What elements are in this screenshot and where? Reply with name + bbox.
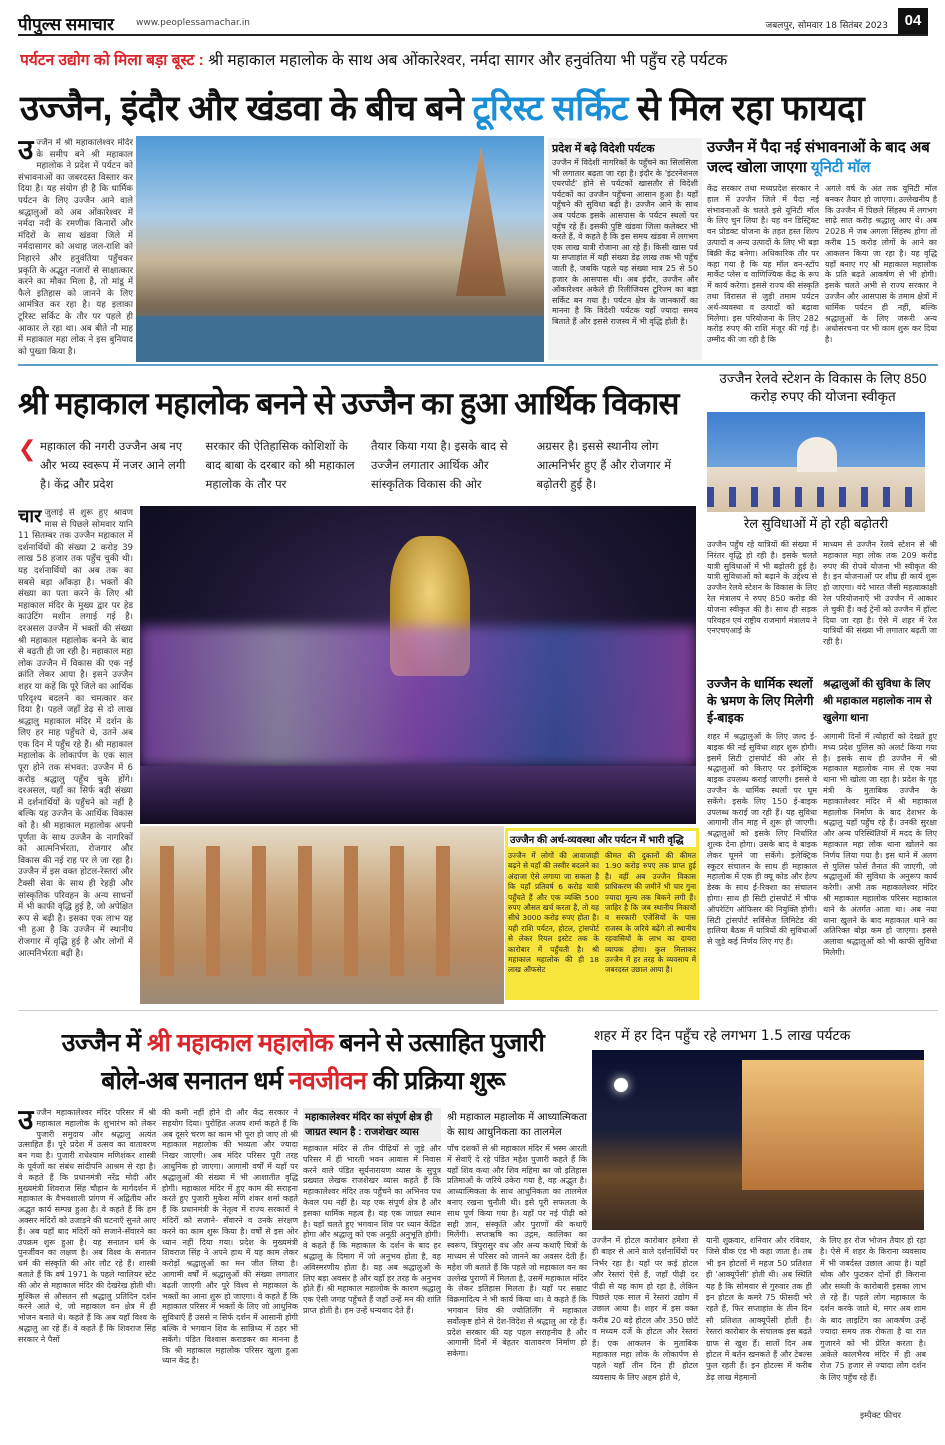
railway-col2: माध्यम से उज्जैन रेलवे स्टेशन से श्री महाकाल महा लोक तक 209 करोड़ रुपए की रोपवे योजना भी स्वीकृत की है। इन योजनाओं पर शीघ्र ही कार्य शुरू हो जाएगा। वंदे भारत जैसी महत्वाकांक्षी रेल परियोजनाएँ भी उज्जैन में आकार ले चुकी हैं। कई ट्रेनों को उज्जैन में हॉल्ट दिया जा रहा है। ऐसे में शहर में रेल यात्रियों की संख्या भी लगातार बढ़ती जा रही है।: [823, 540, 937, 647]
illuminated-building: [742, 1060, 924, 1190]
drop-cap: उ: [18, 1108, 34, 1136]
priests-col1-text: ज्जैन महाकालेश्वर मंदिर परिसर में श्री महाकाल महालोक के शुभारंभ को लेकर पुजारी समुदाय और श्रद्धालु अत्यंत उत्साहित हैं। पूरे प्रदेश में उत्सव का वातावरण बन गया है। पुजारी राधेश्याम मणिशंकर शास्त्री के पूर्वजों का संबंध सांदीपनि आश्रम से रहा है। वे कहते हैं कि प्रधानमंत्री नरेंद्र मोदी और मुख्यमंत्री शिवराज सिंह चौहान के मार्गदर्शन में महाकाल के वैभवशाली प्रांगण में अद्वितीय और अद्भुत कार्य सम्पन्न हुआ है। वे कहते हैं कि हम अक्सर मंदिरों को उजाड़ने की घटनाएँ सुनते आए हैं। अब यहाँ बाद मंदिरों को सजाने-सँवारने का उपक्रम शुरू हुआ है। यह सनातन धर्म के पुनर्जीवन का लक्षण है। अब विश्व के सनातन धर्म की संस्कृति की ओर लौट रहे हैं। शास्त्री बताते हैं कि वर्ष 1971 के पहले ग्वालियर स्टेट की ओर से महाकाल मंदिर की देखरेख होती थी। मुश्किल से औसतन सौ श्रद्धालु प्रतिदिन दर्शन करने आते थे, जो महाकाल वन क्षेत्र में ही भोजन बनाते थे। कहते हैं कि अब यहाँ विश्व के श्रद्धालु आ रहे हैं। वे कहते हैं कि शिवराज सिंह सरकार ने पैसों: [18, 1108, 156, 1344]
temple-shikhara: [456, 146, 506, 296]
economy-box-title: उज्जैन की अर्थ-व्यवस्था और पर्यटन में भारी वृद्धि: [508, 831, 696, 847]
drop-cap: उ: [18, 138, 34, 166]
unity-mall-col2: अगले वर्ष के अंत तक यूनिटी मॉल बनकर तैयार हो जाएगा। उल्लेखनीय है कि उज्जैन में पिछले सिंहस्थ में लगभग साढ़े सात करोड़ श्रद्धालु आए थे। अब 2028 में जब अगला सिंहस्थ होगा तो करीब 15 करोड़ लोगों के आने का आकलन किया जा रहा है। यह वृद्धि यहाँ बनाए गए श्री महाकाल महालोक के प्रति बढ़ते आकर्षण से भी होगी। इसके चलते अभी से राज्य सरकार ने उज्जैन और आसपास के तमाम क्षेत्रों में धार्मिक पर्यटन ही नहीं, बल्कि श्रद्धालुओं के लिए जरूरी अन्य अधोसंरचना पर भी काम शुरू कर दिया है।: [825, 184, 937, 345]
box-title: प्रदेश में बढ़े विदेशी पर्यटक: [552, 143, 655, 155]
ebike-body: शहर में श्रद्धालुओं के लिए जल्द ई-बाइक की नई सुविधा शहर शुरू होगी। इसमें सिटी ट्रांसपोर्ट की ओर से श्रद्धालुओं को किराए पर इलेक्ट्रिक बाइक उपलब्ध कराई जाएगी। इससे वे उज्जैन के धार्मिक स्थलों पर घूम सकेंगे। इसके लिए 150 ई-बाइक उपलब्ध कराई जा रही हैं। यह सुविधा आगामी तीन माह में शुरू हो जाएगी। श्रद्धालुओं को इसके लिए निर्धारित शुल्क देना होगा। उसके बाद वे बाइक लेकर घूमने जा सकेंगे। इलेक्ट्रिक स्कूटर संचालन के साथ ही महाकाल महालोक में एक ही क्यू कोड और हेल्प डेस्क के साथ ई-रिक्शा का संचालन होगा। साथ ही सिटी ट्रांसपोर्ट में चीफ ऑपरेटिंग ऑफिसर की नियुक्ति होगी। सिटी ट्रांसपोर्ट सर्विसेज लिमिटेड की हालिया बैठक में यात्रियों की सुविधाओं से जुड़े कई निर्णय लिए गए हैं।: [707, 732, 817, 947]
divider: [18, 364, 938, 366]
masthead: [18, 8, 928, 36]
fountain-lights: [140, 626, 696, 766]
hotels-kicker: शहर में हर दिन पहुँच रहे लगभग 1.5 लाख पर्यटक: [594, 1028, 851, 1044]
hl-red: श्री महाकाल महालोक: [146, 1029, 333, 1057]
hl-red: नवजीवन: [288, 1067, 367, 1095]
intro-col: तैयार किया गया है। इसके बाद से उज्जैन लगातार आर्थिक और सांस्कृतिक विकास की ओर: [371, 439, 508, 491]
drop-cap: चार: [18, 508, 42, 527]
hl-part: की प्रक्रिया शुरू: [372, 1067, 505, 1095]
headline-pre: उज्जैन, इंदौर और खंडवा के बीच बने: [20, 89, 464, 128]
kicker-red: पर्यटन उद्योग को मिला बड़ा बूस्ट :: [20, 52, 204, 69]
station-dome: [797, 437, 837, 472]
newspaper-logo: पीपुल्स समाचार: [18, 15, 115, 34]
headline-post: से मिल रहा फायदा: [637, 89, 865, 128]
railway-col1: उज्जैन पहुँच रहे यात्रियों की संख्या में निरंतर वृद्धि हो रही है। इसके चलते यात्री सुविधाओं में भी बढ़ोतरी हुई है। यात्री सुविधाओं को बढ़ाने के उद्देश्य से उज्जैन रेलवे स्टेशन के विकास के लिए रेल मंत्रालय ने रुपए 850 करोड़ की योजना स्वीकृत की है। साथ ही सड़क परिवहन एवं राष्ट्रीय राजमार्ग मंत्रालय ने एनएचएआई के: [707, 540, 817, 636]
priests-col2: की कमी नहीं होने दी और केंद्र सरकार ने सहयोग दिया। पुरोहित अजय शर्मा कहते हैं कि अब दूसरे चरण का काम भी पूरा हो जाए तो श्री महाकाल महालोक की भव्यता और ज्यादा निखर जाएगी। अब मंदिर परिसर पूरी तरह आधुनिक हो जाएगा। आगामी वर्षों में यहाँ पर श्रद्धालुओं की संख्या में भी आशातीत वृद्धि होगी। महाकाल मंदिर में हुए काम की सराहना करते हुए पुजारी मुकेश मणि शंकर शर्मा कहते हैं कि प्रधानमंत्री के नेतृत्व में राज्य सरकारों ने मंदिरों को सजाने- सँवारने व उनके संरक्षण करने का काम शुरू किया है। वर्षों से इस ओर ध्यान नहीं दिया गया। प्रदेश के मुख्यमंत्री शिवराज सिंह ने अपने हाथ में यह काम लेकर करोड़ों श्रद्धालुओं का मन जीत लिया है। आगामी वर्षों में श्रद्धालुओं की संख्या लगातार बढ़ती जाएगी और पूरे विश्व से महाकाल के भक्तों का आना शुरू हो जाएगा। वे कहते हैं कि महाकाल परिसर में भक्तों के लिए जो आधुनिक सुविधाएँ हैं उससे न सिर्फ दर्शन में आसानी होगी बल्कि वे भगवान शिव के सान्निध्य में ठहर भी सकेंगे। पंडित विश्वास कराडकर का मानना है कि श्री महाकाल महालोक परिसर खुला हुआ ध्यान केंद्र है।: [162, 1108, 298, 1366]
vyas-body: महाकाल मंदिर से तीन पीढ़ियों से जुड़े और परिसर में ही भारती भवन आवास में निवास करने वाले पंडित सूर्यनारायण व्यास के सुपुत्र प्रख्यात लेखक राजशेखर व्यास कहते हैं कि महाकालेश्वर मंदिर तक पहुँचने का अभिनव पथ केवल पथ नहीं है। यह एक संपूर्ण क्षेत्र है और इसका धार्मिक महत्व है। यह एक जाग्रत स्थान है। यहाँ चलते हुए भगवान शिव पर ध्यान केंद्रित होगा और श्रद्धालु को एक अनूठी अनुभूति होगी। वे कहते हैं कि महाकाल के दर्शन के बाद हर श्रद्धालु के दिमाग में जो अनुभव होता है, वह अविस्मरणीय होता है। यह अब श्रद्धालुओं के लिए बड़ा अवसर है और यहाँ हर तरह के अनुभव होते हैं। श्री महाकाल महालोक के कारण श्रद्धालु एक ऐसी जगह पहुँचते हैं जहाँ उन्हें मन की शांति प्राप्त होती है। हम उन्हें धन्यवाद देते हैं।: [303, 1144, 441, 1315]
ebike-headline: उज्जैन के धार्मिक स्थलों के भ्रमण के लिए मिलेगी ई-बाइक: [707, 677, 814, 725]
priests-col1: [18, 1108, 156, 1403]
hl-part: बनने से उत्साहित पुजारी: [339, 1029, 545, 1057]
kicker: [20, 48, 930, 70]
story1-text: [18, 138, 133, 360]
intro-col: सरकार की ऐतिहासिक कोशिशों के बाद बाबा के दरबार को श्री महाकाल महालोक के तौर पर: [205, 439, 355, 491]
unity-mall-headline: [707, 138, 939, 178]
economy-box: [505, 828, 699, 1000]
water: [140, 766, 696, 824]
mahalok-corridor-photo: [140, 826, 504, 1004]
quote-mark-icon: ❮: [18, 437, 37, 462]
economy-col2: कीमत की दुकानों की कीमत 1.90 करोड़ रुपए तक प्राप्त हुई है। वहीं अब उज्जैन विकास प्राधिकरण की जमीनें भी चार गुना ज्यादा मूल्य तक बिकने लगी हैं। जाहिर है कि जब स्थानीय निकायों व सरकारी एजेंसियों के पास राजस्व के जरिये बढ़ेंगे तो स्थानीय रहवासियों के लाभ का दायरा व्यापक होगा। कुल मिलाकर उज्जैन में हर तरह के व्यवसाय में जबरदस्त उछाल आया है।: [605, 851, 696, 975]
vyas-box: [303, 1108, 441, 1403]
unity-mall-col1: केंद्र सरकार तथा मध्यप्रदेश सरकार ने हाल में उज्जैन जिले में पैदा नई संभावनाओं के चलते इसे यूनिटी मॉल के लिए चुन लिया है। यह वन डिस्ट्रिक्ट वन प्रोडक्ट योजना के तहत हस्त शिल्प उत्पादों व अन्य उत्पादों के लिए भी बड़ा बिक्री केंद्र बनेगा। अधिकारिक तौर पर कहा गया है कि यह मॉल वन-स्टॉप मार्केट प्लेस व वाणिज्यिक केंद्र के रूप में कार्य करेगा। इससे राज्य की संस्कृति तथा विरासत से जुड़ी तमाम पर्यटन अर्थ-व्यवस्था व उत्पादों को बढ़ावा मिलेगा। इस परियोजना के लिए 282 करोड़ रुपए की राशि मंजूर की गई है। उम्मीद की जा रही है कि: [707, 184, 819, 345]
modern-body: पाँच दशकों से श्री महाकाल मंदिर में भस्म आरती में सेवाएँ दे रहे पंडित महेश पुजारी कहते हैं कि यहाँ शिव कथा और शिव महिमा का जो इतिहास प्रतिमाओं के जरिये उकेरा गया है, वह अद्भुत है। आध्यात्मिकता के साथ आधुनिकता का तालमेल बनाए रखना चुनौती थी। इसे पूरी सफलता के साथ पूर्ण किया गया है। यहाँ पर नई पीढ़ी को सही ज्ञान, संस्कृति और पुराणों की कथाएँ मिलेंगी। सप्तऋषि का उद्गम, कालिका का स्वरूप, त्रिपुरासुर वध और अन्य कथाएँ चित्रों के माध्यम से परिसर को जानने का अवसर देती हैं। महेश जी बताते हैं कि पहले जो महाकाल वन का उल्लेख पुराणों में मिलता है, उसमें महाकाल मंदिर के लेकर इतिहास मिलता है। यहाँ पर सम्राट विक्रमादित्य ने भी कार्य किया था। वे कहते हैं कि भगवान शिव की ज्योतिर्लिंग में महाकाल सर्वोत्कृष्ट होने से देश-विदेश से श्रद्धालु आ रहे हैं। प्रदेश सरकार की यह पहल सराहनीय है और आगामी दिनों में बेहतर वातावरण निर्माण हो सकेगा।: [447, 1144, 587, 1359]
shiva-statue-fountain-photo: [140, 506, 696, 824]
unity-title-hl: यूनिटी मॉल: [810, 159, 871, 176]
railway-subhead: रेल सुविधाओं में हो रही बढ़ोतरी: [743, 516, 889, 531]
website-url: www.peoplessamachar.in: [136, 18, 250, 28]
station-banners: [707, 487, 925, 507]
intro-col: अग्रसर है। इससे स्थानीय लोग आत्मनिर्भर हुए हैं और रोजगार में बढ़ोतरी हुई है।: [536, 439, 672, 491]
hotels-col3: के लिए हर रोज भोजन तैयार हो रहा है। ऐसे में शहर के किराना व्यवसाय में भी जबर्दस्त उछाल आया है। यहाँ थोक और फुटकर दोनों ही किराना और सब्जी के कारोबारी इसका लाभ ले रहे हैं। पहले लोग महाकाल के दर्शन करके जाते थे, मगर अब शाम के बाद लाइटिंग का आकर्षण उन्हें ज्यादा समय तक रोकता है या रात गुजारने को भी प्रेरित करता है। अकेले कालभैरव मंदिर में ही अब रोज 75 हजार से ज्यादा लोग दर्शन के लिए पहुँच रहे हैं।: [820, 1236, 926, 1382]
impact-feature-label: इम्पैक्ट फीचर: [860, 1411, 901, 1421]
railway-station-photo: [707, 412, 925, 512]
hotels-col2: यानी शुक्रवार, शनिवार और रविवार, जिसे वीक एंड भी कहा जाता है। तब भी इन होटलों में महज 50 प्रतिशत ही 'आक्यूपेंसी' होती थी। अब स्थिति यह है कि सोमवार से गुरुवार तक ही इन होटल के कमरे 75 फीसदी भरे रहते हैं, फिर सप्ताहांत के तीन दिन सौ प्रतिशत आक्यूपेंसी होती है। रेस्तरां कारोबार के संचालक इस बढ़ते ग्राफ से खुश हैं। सातों दिन अब होटल में बर्तन खनकते हैं और टेबल्स फुल रहती हैं। इन होटल्स में करीब डेढ़ लाख मेहमानों: [706, 1236, 812, 1382]
railway-headline: उज्जैन रेलवे स्टेशन के विकास के लिए 850 करोड़ रुपए की योजना स्वीकृत: [719, 371, 927, 404]
hl-part: उज्जैन में: [61, 1029, 141, 1057]
headline-highlight: टूरिस्ट सर्किट: [472, 89, 628, 128]
main-headline: [20, 84, 935, 131]
dateline: जबलपुर, सोमवार 18 सितंबर 2023: [765, 21, 888, 31]
hotels-col1: उज्जैन में होटल कारोबार हमेशा से ही बाहर से आने वाले दर्शनार्थियों पर निर्भर रहा है। यहाँ पर कई होटल और रेस्तरां ऐसे हैं, जहाँ पीढ़ी दर पीढ़ी से यह काम हो रहा है, लेकिन पिछले एक साल में रेस्तरां उद्योग में उछाल आया है। शहर में इस वक्त करीब 20 बड़े होटल और 350 छोटे व मध्यम दर्जे के होटल और रेस्तरां हैं। एक आकलन के मुताबिक महाकाल महा लोक के लोकार्पण से पहले यहाँ तीन दिन ही होटल व्यवसाय के लिए अहम होते थे,: [592, 1236, 698, 1382]
vyas-title: महाकालेश्वर मंदिर का संपूर्ण क्षेत्र ही जाग्रत स्थान है : राजशेखर व्यास: [303, 1108, 441, 1142]
section2-body-text: जुलाई से शुरू हुए श्रावण मास से पिछले सोमवार यानि 11 सितम्बर तक उज्जैन महाकाल में दर्शनार्थियों की संख्या 2 करोड़ 39 लाख 58 हजार तक पहुँच चुकी थी। यह दर्शनार्थियों का अब तक का सबसे बड़ा आँकड़ा है। भक्तों की संख्या का पता करने के लिए श्री महाकाल मंदिर के मुख्य द्वार पर हेड काउंटिंग मशीन लगाई गई है। दरअसल उज्जैन में भक्तों की संख्या श्री महाकाल महालोक बनने के बाद से बढ़ती ही जा रही है। महाकाल महा लोक उज्जैन में विकास की एक नई क्रांति लेकर आया है। इसने उज्जैन शहर या कहें कि पूरे जिले का आर्थिक परिदृश्य बदलने का चमत्कार कर दिया है। पहले जहाँ डेढ़ से दो लाख श्रद्धालु महाकाल मंदिर में दर्शन के लिए हर माह पहुँचते थे, उतने अब एक दिन में पहुँच रहे हैं। श्री महाकाल महालोक के लोकार्पण के एक साल पूरा होने तक संभवत: उज्जैन में 6 करोड़ श्रद्धालु पहुँच चुके होंगे। दरअसल, यहाँ का सिर्फ बढ़ी संख्या में दर्शनार्थियों के पहुँचने को नहीं है बल्कि यह उज्जैन के आर्थिक विकास को है। श्री महाकाल महालोक अपनी पूर्णता के साथ उज्जैन के नागरिकों को आत्मनिर्भरता, रोजगार और विकास की नई राह पर ले जा रहा है। उज्जैन में इस वक्त होटल-रेस्तरां और टैक्सी सेवा के साथ ही रेहड़ी और सांस्कृतिक परिवहन के अन्य साधनों में भी काफी वृद्धि हुई है, जो अपेक्षित रूप से बढ़ी है। इसका एक लाभ यह भी हुआ है कि उज्जैन में स्थानीय रोजगार में वृद्धि हुई है और लोगों में आत्मनिर्भरता बढ़ी है।: [18, 508, 133, 959]
pillars: [160, 846, 480, 976]
bottom-headline: [18, 1024, 588, 1100]
intro-band: [40, 437, 690, 494]
box-body: उज्जैन में विदेशी नागरिकों के पहुँचने का सिलसिला भी लगातार बढ़ता जा रहा है। इंदौर के 'इंटरनेशनल एयरपोर्ट' होने से पर्यटकों खासतौर से विदेशी पर्यटकों का उज्जैन पहुँचना आसान हुआ है। यहाँ पहुँचने की सुविधा बढ़ी है। उज्जैन आने के साथ अब पर्यटक इसके आसपास के पर्यटन स्थलों पर पहुँच रहे हैं। इसकी पुष्टि खंडवा जिला कलेक्टर भी करते हैं, वे कहते है कि इस समय खंडवा में लगभग एक लाख यात्री रोजाना आ रहे हैं। किसी खास पर्व या सप्ताहांत में यही संख्या डेढ़ लाख तक भी पहुँच जाती है, जबकि पहले यह संख्या मात्र 25 से 50 हजार के आसपास थी। अब इंदौर, उज्जैन और ओंकारेश्वर अकेले ही रिलीजियस टूरिज्म का बड़ा सर्किट बन गया है। पर्यटन क्षेत्र के जानकारों का मानना है कि विदेशी पर्यटक यहाँ ज्यादा समय बिताते हैं और इससे राजस्व में भी वृद्धि होती है।: [552, 158, 698, 326]
story1-body: ज्जैन में श्री महाकालेश्वर मंदिर के समीप बने श्री महाकाल महालोक ने प्रदेश में पर्यटन को संभावनाओं का जबरदस्त विस्तार कर दिया है। यह संयोग ही है कि धार्मिक पर्यटन के लिए उज्जैन आने वाले श्रद्धालुओं को अब ओंकारेश्वर में नर्मदा नदी के रमणीक किनारों और मंदिरों के साथ खंडवा जिले में नर्मदासागर को अथाह जल-राशि को निहारने और हनुवंतिया पहुँचकर प्रकृति के अद्भुत नजारों से साक्षात्कार करने का मौका मिला है, तो मांडू में फैले इतिहास को जानने के लिए आमंत्रित कर रहा है। यह इलाका टूरिस्ट सर्किट के तौर पर पहले ही आकार ले रहा था। अब बीते नौ माह में महाकाल महा लोक ने इस बुनियाद को पुख्ता किया है।: [18, 138, 133, 357]
police-body: आगामी दिनों में त्योहारों को देखते हुए मध्य प्रदेश पुलिस को अलर्ट किया गया है। इसके साथ ही उज्जैन में श्री महाकाल महालोक नाम से एक नया थाना भी खोला जा रहा है। प्रदेश के गृह मंत्री के मुताबिक उज्जैन के महाकालेश्वर मंदिर में श्री महाकाल महालोक निर्माण के बाद देशभर के श्रद्धालु यहाँ पहुँच रहे हैं। उनकी सुरक्षा और अन्य परिस्थितियों में मदद के लिए महाकाल महा लोक थाना खोलने का निर्णय लिया गया है। इस थाने में अलग से पुलिस फोर्स तैनात की जाएगी, जो श्रद्धालुओं की सुविधा के अनुरूप कार्य करेगी। अभी तक महाकालेश्वर मंदिर श्री महाकाल महालोक परिसर महाकाल थाने के अंतर्गत आता था। अब नया थाना खुलने के बाद महाकाल थाने का अतिरिक्त बोझ कम हो जाएगा। इससे अलावा श्रद्धालुओं को भी काफी सुविधा मिलेगी।: [823, 732, 937, 957]
foreign-tourists-box: [548, 138, 702, 360]
divider: [18, 1010, 938, 1011]
modern-title: श्री महाकाल महालोक में आध्यात्मिकता के साथ आधुनिकता का तालमेल: [447, 1112, 587, 1138]
police-headline: श्रद्धालुओं की सुविधा के लिए श्री महाकाल महालोक नाम से खुलेगा थाना: [823, 678, 932, 724]
omkareshwar-photo: [136, 136, 544, 362]
river-band: [136, 316, 544, 362]
hl-part: बोले-अब सनातन धर्म: [101, 1067, 283, 1095]
modern-box: [447, 1108, 587, 1403]
economy-col1: उज्जैन में लोगों की आवाजाही बढ़ने से यहाँ की तस्वीर बदलने का अंदाजा ऐसे लगाया जा सकता है कि यहाँ प्रतिवर्ष 6 करोड़ यात्री पहुँचते हैं और एक व्यक्ति 500 रुपए औसत खर्च करता है, तो यह सीधे 3000 करोड़ रुपए होता है। यही राशि पर्यटन, होटल, ट्रांसपोर्ट से लेकर रियल इस्टेट तक के कारोबार में पहुँचती है। श्री महाकाल महालोक की ही 18 लाख ऑफसेट: [508, 851, 599, 975]
section2-body: [18, 508, 133, 1003]
kicker-black: श्री महाकाल महालोक के साथ अब ओंकारेश्वर, नर्मदा सागर और हनुवंतिया भी पहुँच रहे पर्यटक: [208, 52, 728, 69]
unity-title-pre: उज्जैन में पैदा नई संभावनाओं के बाद अब जल्द खोला जाएगा: [707, 139, 930, 176]
section2-headline: श्री महाकाल महालोक बनने से उज्जैन का हुआ आर्थिक विकास: [18, 386, 679, 421]
mahalok-night-photo: [592, 1050, 924, 1230]
page-number: 04: [898, 8, 928, 34]
intro-col: महाकाल की नगरी उज्जैन अब नए और भव्य स्वरूप में नजर आने लगी है। केंद्र और प्रदेश: [40, 439, 186, 491]
lamp: [614, 1078, 628, 1092]
